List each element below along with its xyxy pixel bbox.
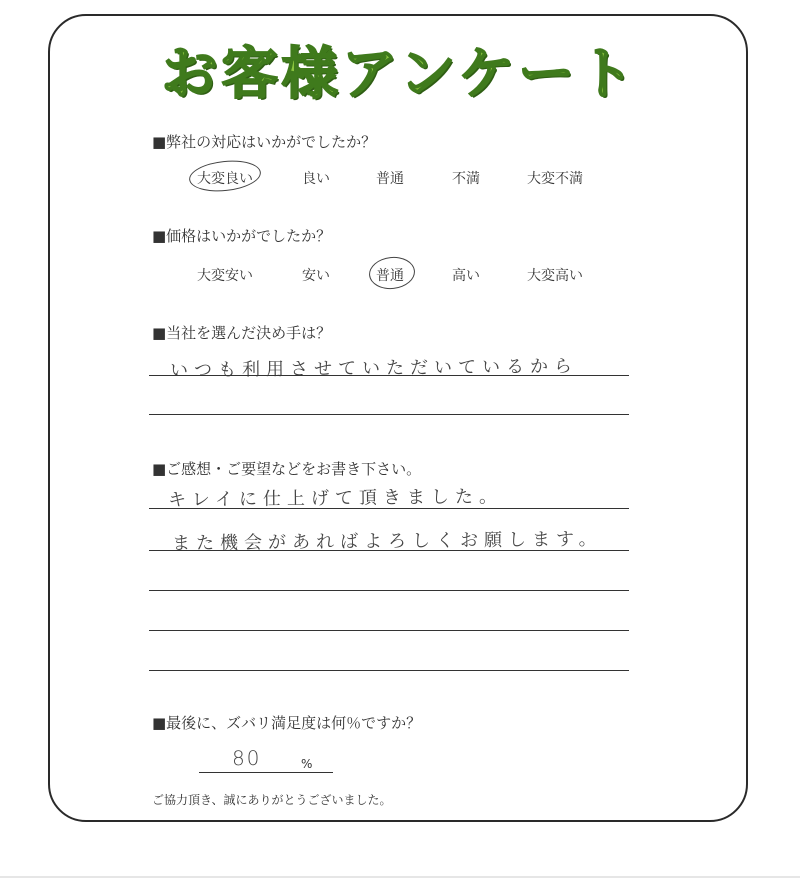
option-price-very-expensive[interactable]: 大変高い	[527, 268, 583, 284]
answer-line	[149, 590, 629, 591]
option-price-expensive[interactable]: 高い	[452, 268, 480, 284]
question-comments: ■ご感想・ご要望などをお書き下さい。	[152, 460, 422, 478]
answer-line	[149, 414, 629, 415]
option-price-normal[interactable]: 普通	[376, 268, 404, 284]
question-satisfaction: ■最後に、ズバリ満足度は何％ですか？	[152, 714, 422, 732]
comment-answer-line-2[interactable]: また機会があればよろしくお願します。	[171, 528, 603, 555]
option-service-very-good[interactable]: 大変良い	[197, 171, 253, 187]
scan-edge	[0, 876, 800, 878]
option-price-cheap[interactable]: 安い	[302, 268, 330, 284]
satisfaction-line	[199, 772, 333, 773]
reason-answer[interactable]: いつも利用させていただいているから	[169, 355, 579, 382]
option-service-very-dissatisfied[interactable]: 大変不満	[527, 171, 583, 187]
comment-answer-line-1[interactable]: キレイに仕上げて頂きました。	[167, 486, 504, 511]
question-service: ■弊社の対応はいかがでしたか？	[152, 133, 377, 151]
satisfaction-value[interactable]: 80	[231, 745, 262, 771]
percent-unit: %	[301, 757, 313, 771]
answer-line	[149, 550, 629, 551]
option-service-good[interactable]: 良い	[302, 171, 330, 187]
thank-you-note: ご協力頂き、誠にありがとうございました。	[152, 793, 392, 807]
option-service-dissatisfied[interactable]: 不満	[452, 171, 480, 187]
answer-line	[149, 508, 629, 509]
answer-line	[149, 375, 629, 376]
question-price: ■価格はいかがでしたか？	[152, 227, 332, 245]
answer-line	[149, 630, 629, 631]
answer-line	[149, 670, 629, 671]
option-service-normal[interactable]: 普通	[376, 171, 404, 187]
option-price-very-cheap[interactable]: 大変安い	[197, 268, 253, 284]
question-reason: ■当社を選んだ決め手は？	[152, 324, 332, 342]
survey-title: お客様アンケート	[161, 42, 639, 107]
